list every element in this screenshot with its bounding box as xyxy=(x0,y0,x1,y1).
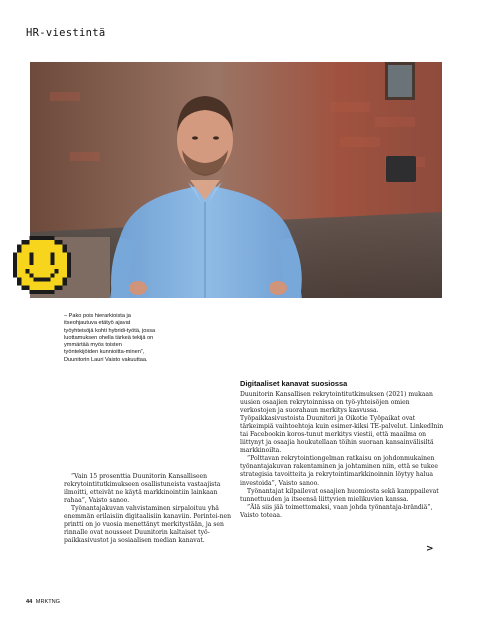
continue-arrow-icon: > xyxy=(426,544,434,554)
paragraph: ”Polttavan rekrytointiongelman ratkaisu on johdonmukainen työnantajakuvan rakentaminen ja johtaminen niin, että se tukee strategisia tavoitteita ja rekrytointimarkkinoinnin löytyy halua investoida”, Vaisto sanoo. xyxy=(240,455,438,487)
page-number: 44 xyxy=(26,599,33,605)
right-column xyxy=(240,379,444,520)
subheading: Digitaaliset kanavat suosiossa xyxy=(240,379,348,388)
paragraph: Työnantajakuvan vahvistaminen sirpaloituu yhä enemmän erilaisiin digitaalisiin kanaviin. Perintei-nen printti on jo vuosia menettänyt merkitystään, ja sen rinnalle ovat nousseet Duunitorin kaltaiset työ-paikkasivustot ja sosiaalisen median kanavat. xyxy=(64,505,232,545)
paragraph: Työnantajat kilpailevat osaajien huomiosta sekä kamppailevat tunnettuuden ja itseensä liittyvien mielikuvien kanssa. xyxy=(240,487,439,503)
paragraph: ”Älä siis jää toimettomaksi, vaan johda työnantaja-brändiä”, Vaisto toteaa. xyxy=(240,503,433,519)
pixel-smiley-icon xyxy=(13,236,71,294)
photo-caption: – Pako pois hierarkioista ja itseohjautuva etätyö ajavat työyhteisöjä kohti hybridi-työtä, jossa luottamuksen ohella tärkeä tekijä on ymmärtää myös toisten työntekijöiden kunnioitta-minen”, Duunitorin Lauri Vaisto vakuuttaa. xyxy=(64,313,156,363)
section-label: HR-viestintä xyxy=(26,27,106,39)
portrait-photo xyxy=(30,62,442,298)
page-footer xyxy=(26,599,60,605)
paragraph: ”Vain 15 prosenttia Duunitorin Kansalliseen rekrytointitutkimukseen osallistuneista vastaajista ilmoitti, etteivät ne käytä markkinointiin lainkaan rahaa”, Vaisto sanoo. xyxy=(64,473,221,505)
magazine-name: MRKTNG xyxy=(35,599,61,605)
paragraph: Duunitorin Kansallisen rekrytointitutkimuksen (2021) mukaan uusien osaajien rekrytoinnissa on työ-yhteisöjen omien verkostojen ja suorahaun merkitys kasvussa. Työpaikkasivustoista Duunitori ja Oikotie Työpaikat ovat tärkeimpiä vaihtoehtoja kuin esimer-kiksi TE-palvelut. LinkedInin tai Facebookin koros-tunut merkitys viestii, että maailma on liittynyt ja osaajia houkutellaan töihin suoraan kansainvälisiltä markkinoilta. xyxy=(240,391,444,455)
left-column xyxy=(64,473,232,545)
